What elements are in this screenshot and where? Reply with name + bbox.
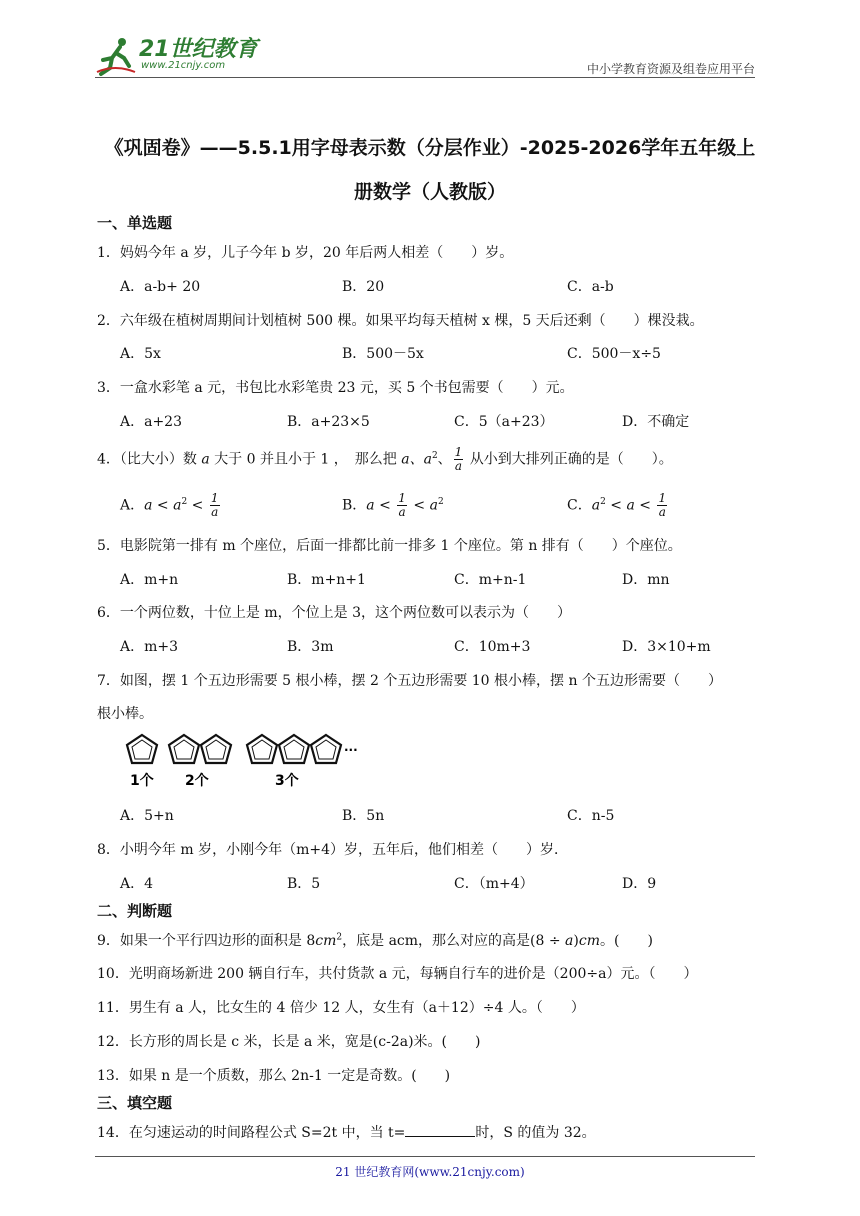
var-a: a [429,497,438,514]
var-a: a [626,497,635,514]
question-14 [97,1122,596,1142]
q3-option-d[interactable]: D．不确定 [622,414,690,430]
figure-ellipsis: ··· [344,743,358,757]
less-than: < [634,497,656,514]
q5-option-a[interactable]: A．m+n [120,572,179,588]
question-10: 10．光明商场新进 200 辆自行车，共付货款 a 元，每辆自行车的进价是（200÷a）元。（ ） [97,966,698,982]
header-divider [95,77,755,78]
q3-option-a[interactable]: A．a+23 [120,414,183,430]
q7-option-a[interactable]: A．5+n [120,808,174,824]
figure-label-1: 1个 [130,773,154,789]
q3-option-b[interactable]: B．a+23×5 [287,414,370,430]
pentagon-4 [247,735,277,763]
q8-option-d[interactable]: D．9 [622,876,657,892]
question-7-line1: 7．如图，摆 1 个五边形需要 5 根小棒，摆 2 个五边形需要 10 根小棒，摆 n 个五边形需要（ ） [97,673,722,689]
question-1: 1．妈妈今年 a 岁，儿子今年 b 岁，20 年后两人相差（ ）岁。 [97,245,514,261]
q8-option-a[interactable]: A．4 [120,876,154,892]
q3-option-c[interactable]: C．5（a+23） [454,414,554,430]
q5-option-c[interactable]: C．m+n-1 [454,572,527,588]
pentagons-diagram [125,732,365,790]
q4-text-middle: 大于 0 并且小于 1 ， 那么把 [209,451,402,468]
less-than: < [408,497,430,514]
exponent: 2 [181,496,188,507]
q1-option-c[interactable]: C．a-b [567,279,614,295]
q4-text-start: 4．（比大小）数 [97,451,202,468]
q4-exponent: 2 [431,450,438,461]
q4-option-c[interactable] [567,492,669,519]
option-label: B． [342,497,367,514]
document-title-line2: 册数学（人教版） [353,181,506,203]
q14-text-end: 时，S 的值为 32。 [475,1125,596,1141]
q9-var-a: a [565,933,574,949]
var-a: a [173,497,182,514]
q6-option-b[interactable]: B．3m [287,639,334,655]
option-label: C． [567,497,592,514]
exponent: 2 [600,496,606,507]
q6-option-d[interactable]: D．3×10+m [622,639,711,655]
q5-option-b[interactable]: B．m+n+1 [287,572,366,588]
question-9 [97,930,653,950]
pentagon-3 [201,735,231,763]
fraction-denominator: a [454,459,463,473]
figure-label-3: 3个 [275,773,299,789]
q2-option-b[interactable]: B．500－5x [342,346,424,362]
question-4 [97,446,673,473]
var-a: a [591,497,601,514]
pentagon-1 [127,735,157,763]
fraction [657,492,667,519]
less-than: < [152,497,174,514]
q9-unit: cm [315,933,337,949]
section-heading-single-choice: 一、单选题 [97,214,173,232]
q1-option-b[interactable]: B．20 [342,279,385,295]
q9-text-end: 。( ) [600,933,653,949]
question-7-line2: 根小棒。 [97,706,153,722]
footer-divider [95,1156,755,1157]
runner-logo-icon [95,34,139,78]
pentagon-6 [311,735,341,763]
q4-text-end: 从小到大排列正确的是（ ）。 [465,451,673,468]
question-8: 8．小明今年 m 岁，小刚今年（m+4）岁，五年后，他们相差（ ）岁． [97,842,568,858]
page-footer[interactable]: 21 世纪教育网(www.21cnjy.com) [335,1165,525,1179]
q14-answer-blank[interactable] [405,1124,475,1137]
fraction-numerator: 1 [398,491,406,505]
q6-option-c[interactable]: C．10m+3 [454,639,531,655]
question-11: 11．男生有 a 人，比女生的 4 倍少 12 人，女生有（a＋12）÷4 人。（ ） [97,1000,585,1016]
q9-exponent: 2 [336,932,343,943]
fraction-denominator: a [211,505,219,519]
logo-text: 21世纪教育 [139,37,258,62]
q2-option-a[interactable]: A．5x [120,346,161,362]
pentagon-5 [279,735,309,763]
option-label: A． [120,497,145,514]
less-than: < [605,497,627,514]
section-heading-fill-in: 三、填空题 [97,1094,173,1112]
less-than: < [187,497,208,514]
question-12: 12．长方形的周长是 c 米，长是 a 米，宽是(c-2a)米。( ) [97,1034,481,1050]
q6-option-a[interactable]: A．m+3 [120,639,179,655]
document-title-line1: 《巩固卷》——5.5.1用字母表示数（分层作业）-2025-2026学年五年级上 [104,137,756,159]
fraction-numerator: 1 [210,491,219,505]
q9-text-middle: ，底是 acm，那么对应的高是(8 ÷ [342,933,566,949]
fraction [397,492,407,519]
fraction [210,492,220,519]
q1-option-a[interactable]: A．a-b+ 20 [120,279,201,295]
q8-option-b[interactable]: B．5 [287,876,321,892]
q5-option-d[interactable]: D．mn [622,572,670,588]
figure-label-2: 2个 [185,773,209,789]
pentagon-2 [169,735,199,763]
fraction-numerator: 1 [658,491,667,505]
fraction-numerator: 1 [454,445,463,459]
q4-var-a: a [201,451,210,468]
fraction-denominator: a [658,505,666,519]
q7-option-c[interactable]: C．n-5 [567,808,615,824]
q9-unit-2: cm [578,933,600,949]
logo-url: www.21cnjy.com [141,60,226,71]
q7-option-b[interactable]: B．5n [342,808,385,824]
var-a: a [144,497,153,514]
q9-close-paren: ) [573,933,579,949]
site-logo[interactable] [95,34,265,78]
q8-option-c[interactable]: C．（m+4） [454,876,534,892]
page-header [95,30,755,80]
fraction-denominator: a [398,505,406,519]
question-13: 13．如果 n 是一个质数，那么 2n-1 一定是奇数。( ) [97,1068,451,1084]
question-6: 6．一个两位数，十位上是 m，个位上是 3，这个两位数可以表示为（ ） [97,605,571,621]
q4-option-b[interactable] [342,492,444,519]
question-5: 5．电影院第一排有 m 个座位，后面一排都比前一排多 1 个座位。第 n 排有（ ）个座位。 [97,538,682,554]
question-2: 2．六年级在植树周期间计划植树 500 棵。如果平均每天植树 x 棵，5 天后还剩（ ）棵没栽。 [97,313,704,329]
q14-text-start: 14．在匀速运动的时间路程公式 S=2t 中，当 t= [97,1125,406,1141]
header-platform-name: 中小学教育资源及组卷应用平台 [586,62,755,76]
less-than: < [374,497,396,514]
question-3: 3．一盒水彩笔 a 元，书包比水彩笔贵 23 元，买 5 个书包需要（ ）元。 [97,380,574,396]
var-a: a [366,497,375,514]
q4-option-a[interactable] [120,492,222,519]
q4-separator: 、 [437,451,452,468]
q4-fraction [454,446,464,473]
section-heading-true-false: 二、判断题 [97,902,173,920]
q2-option-c[interactable]: C．500－x÷5 [567,346,661,362]
q4-var-list: a、a [401,451,432,468]
pentagon-figure [125,732,365,790]
exponent: 2 [437,496,444,507]
q9-text-start: 9．如果一个平行四边形的面积是 8 [97,933,316,949]
